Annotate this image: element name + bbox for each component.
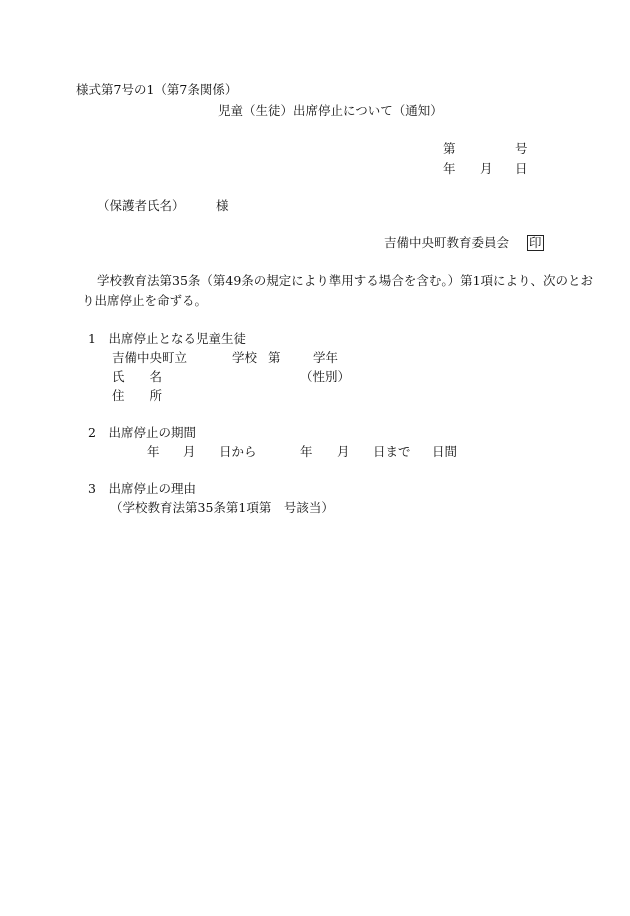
section-2-heading: 2 出席停止の期間 [88, 425, 196, 440]
name-label: 氏 名 [112, 369, 163, 384]
date-day: 日 [515, 161, 528, 176]
school-label: 学校 [232, 350, 258, 365]
period-month-2: 月 [337, 444, 350, 459]
grade-label: 学年 [313, 350, 339, 365]
seal-mark: 印 [528, 235, 542, 250]
form-id: 様式第7号の1（第7条関係） [76, 82, 238, 97]
doc-number-dai: 第 [443, 141, 456, 156]
reason-detail: （学校教育法第35条第1項第 号該当） [110, 500, 334, 515]
period-until: 日まで [373, 444, 411, 459]
section-1-heading: 1 出席停止となる児童生徒 [88, 331, 246, 346]
sender-name: 吉備中央町教育委員会 [384, 235, 510, 250]
date-month: 月 [480, 161, 493, 176]
recipient-label: （保護者氏名） [97, 198, 185, 213]
school-prefix: 吉備中央町立 [112, 350, 188, 365]
period-from: 日から [219, 444, 257, 459]
period-days: 日間 [432, 444, 458, 459]
sender-line [384, 235, 544, 251]
address-label: 住 所 [112, 388, 163, 403]
recipient-honorific: 様 [216, 198, 229, 213]
doc-number-go: 号 [515, 141, 528, 156]
body-line-1: 学校教育法第35条（第49条の規定により準用する場合を含む。）第1項により、次のとお [97, 273, 594, 288]
body-line-2: り出席停止を命ずる。 [82, 293, 208, 308]
section-3-heading: 3 出席停止の理由 [88, 481, 196, 496]
gender-label: （性別） [300, 369, 351, 384]
date-year: 年 [443, 161, 456, 176]
period-year-1: 年 [147, 444, 160, 459]
period-month-1: 月 [183, 444, 196, 459]
period-year-2: 年 [300, 444, 313, 459]
grade-dai: 第 [268, 350, 281, 365]
document-title: 児童（生徒）出席停止について（通知） [218, 103, 443, 118]
